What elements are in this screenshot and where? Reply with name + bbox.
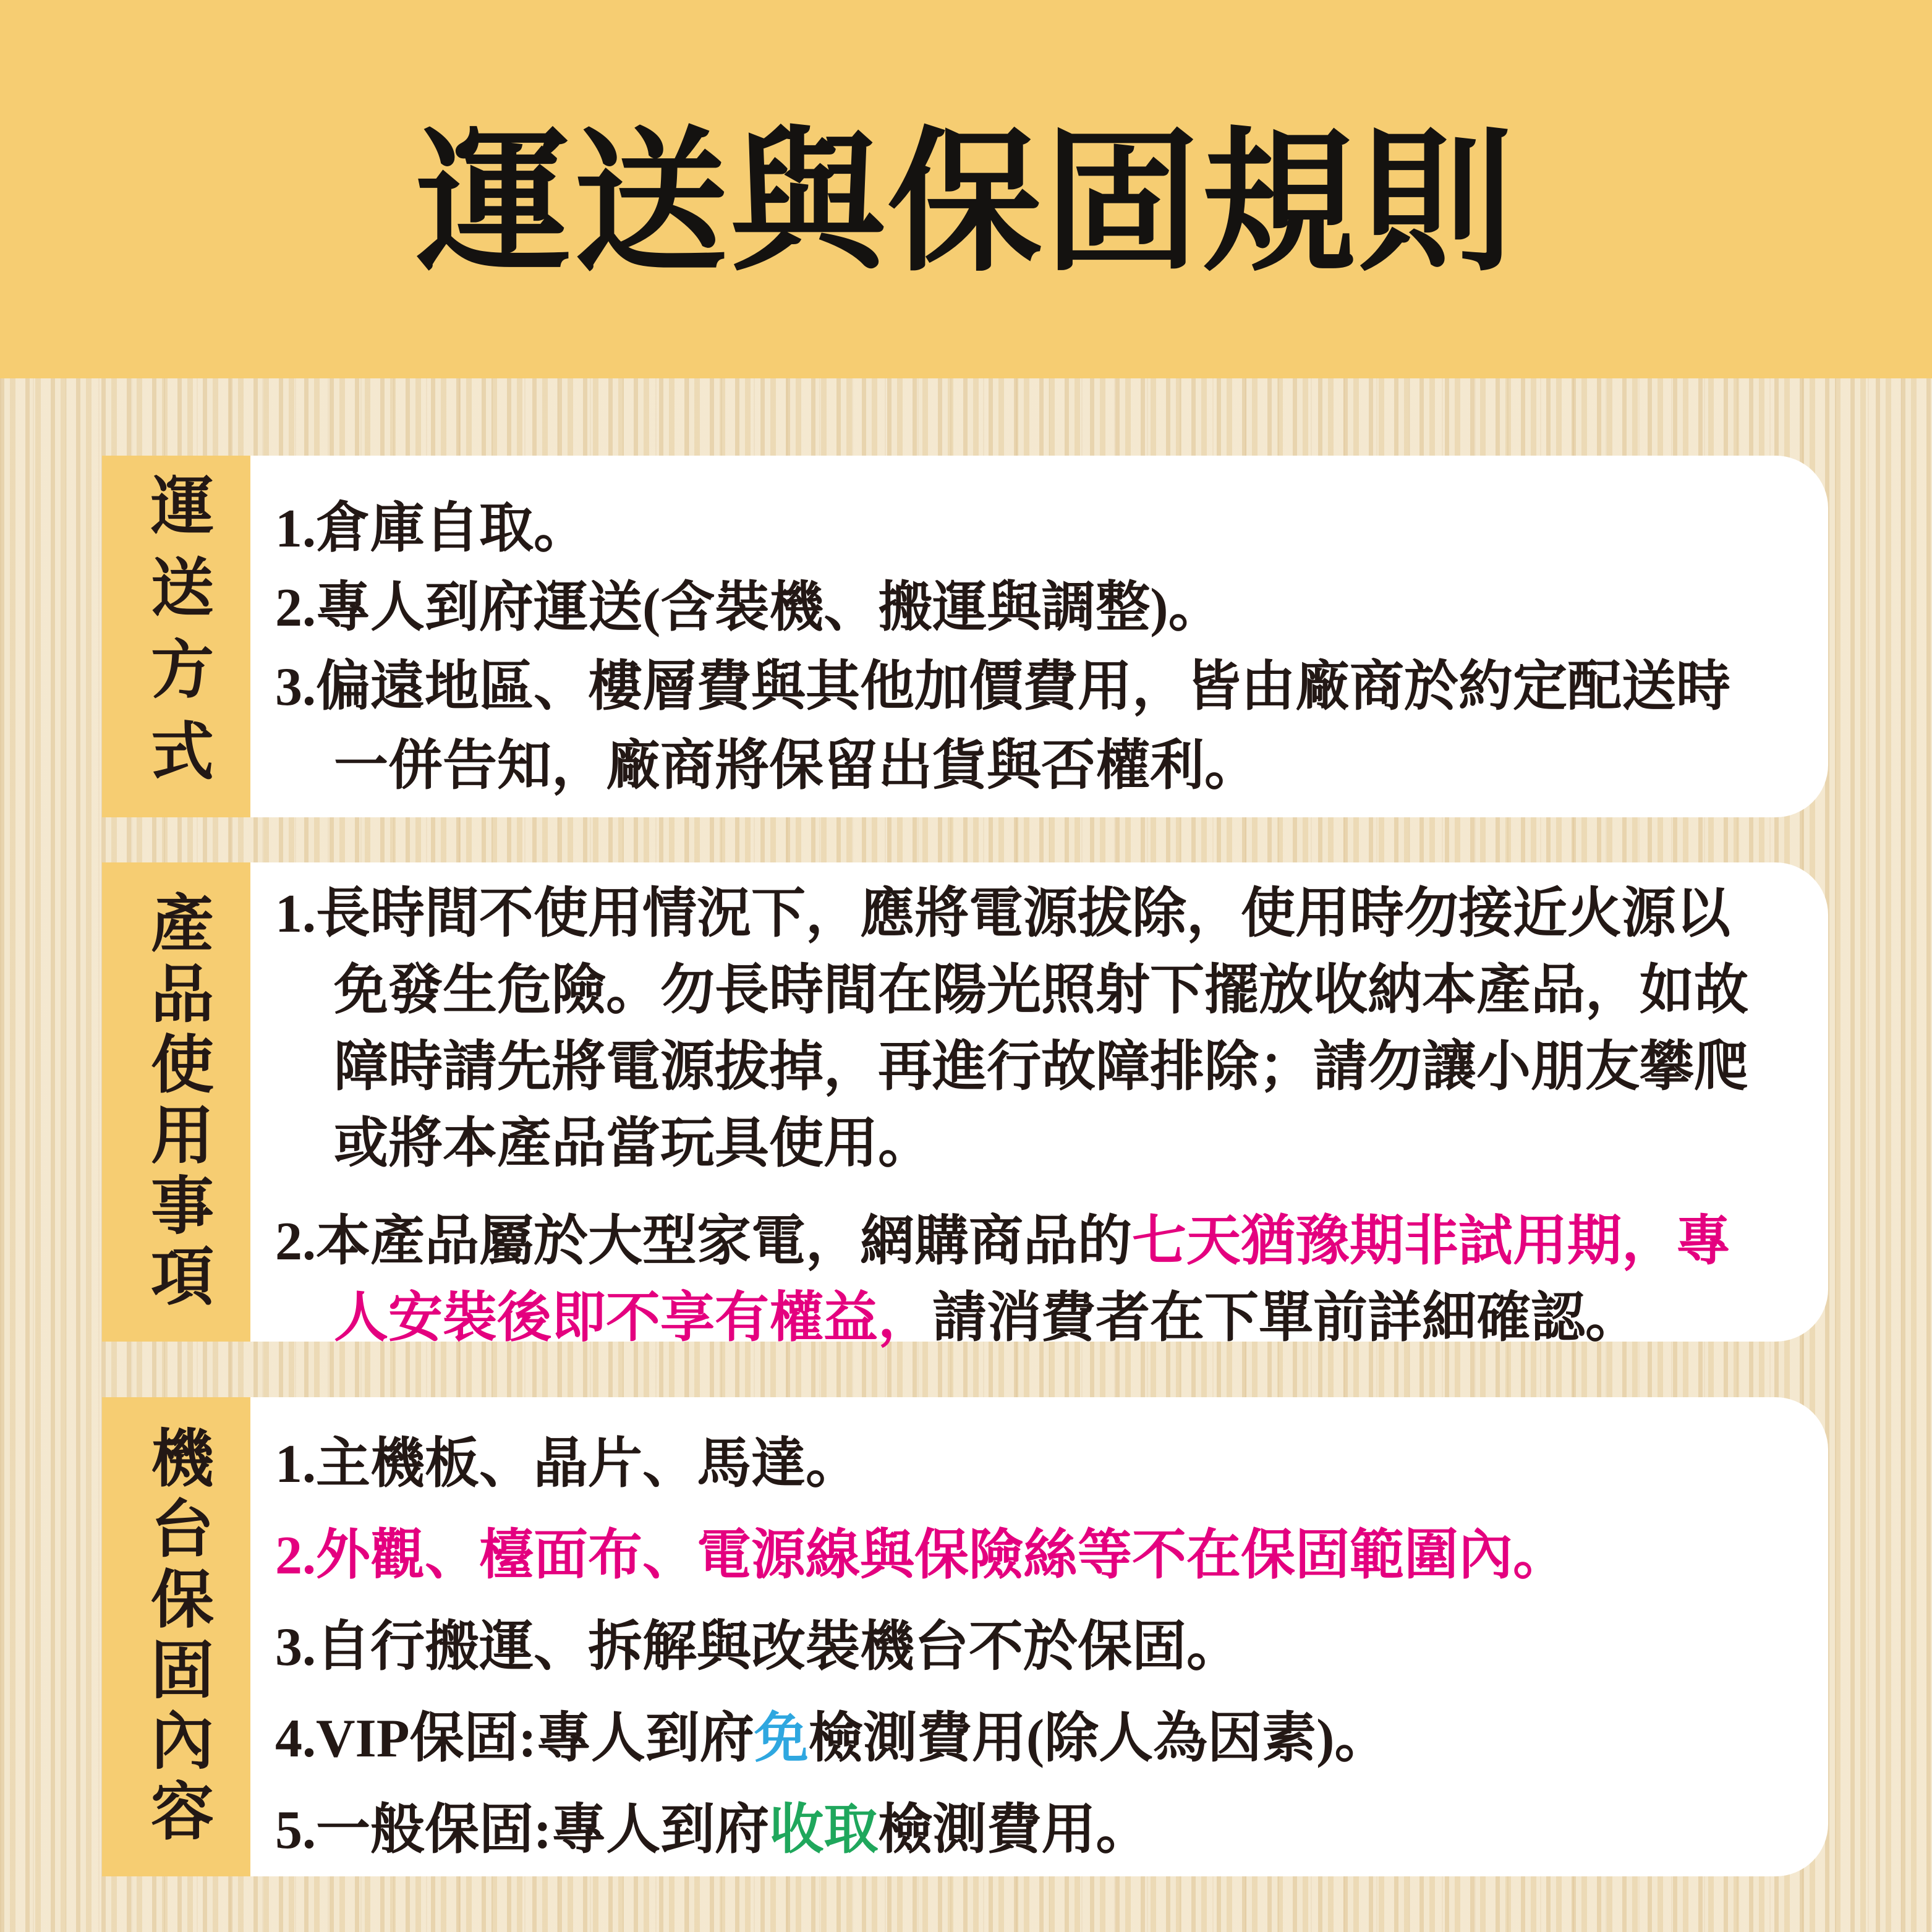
text-segment: 5.一般保固:專人到府 (275, 1800, 770, 1860)
text-segment: 3.自行搬運、拆解與改裝機台不於保固。 (275, 1617, 1241, 1677)
section-body-shipping-method (250, 456, 1828, 817)
section-body-warranty-coverage (250, 1397, 1828, 1876)
page-title: 運送與保固規則 (416, 119, 1516, 290)
text-segment: 或將本產品當玩具使用。 (334, 1114, 933, 1174)
text-line (275, 1515, 1816, 1598)
text-line (275, 1106, 1816, 1183)
text-segment-pink: 2.外觀、檯面布、電源線與保險絲等不在保固範圍內。 (275, 1526, 1568, 1586)
text-segment: 2.本產品屬於大型家電，網購商品的 (275, 1212, 1133, 1272)
text-segment: 4.VIP保固:專人到府 (275, 1709, 754, 1769)
text-line (275, 1280, 1816, 1357)
text-segment: 免發生危險。勿長時間在陽光照射下擺放收納本產品，如故 (334, 961, 1749, 1021)
text-segment-pink: 七天猶豫期非試用期，專 (1132, 1212, 1731, 1272)
text-segment: 1.長時間不使用情況下，應將電源拔除，使用時勿接近火源以 (275, 884, 1731, 944)
text-segment-green: 收取 (769, 1800, 879, 1860)
text-segment: 檢測費用。 (878, 1800, 1151, 1860)
text-segment-pink: 人安裝後即不享有權益， (334, 1288, 933, 1348)
text-line (275, 727, 1816, 806)
text-segment-blue: 免 (754, 1709, 809, 1769)
text-segment: 請消費者在下單前詳細確認。 (932, 1288, 1640, 1348)
section-label-text: 機台保固內容 (142, 1424, 211, 1849)
text-line (275, 569, 1816, 648)
text-line (275, 490, 1816, 569)
section-shipping-method (102, 456, 1828, 817)
text-line (275, 1423, 1816, 1506)
text-segment: 1.主機板、晶片、馬達。 (275, 1434, 861, 1494)
text-line (275, 1204, 1816, 1280)
text-line (275, 648, 1816, 727)
section-label-warranty-coverage (102, 1397, 250, 1876)
text-line (275, 1606, 1816, 1689)
text-segment: 檢測費用(除人為因素)。 (808, 1709, 1389, 1769)
header-banner (0, 0, 1932, 378)
section-warranty-coverage (102, 1397, 1828, 1876)
text-line (275, 953, 1816, 1029)
section-body-product-usage (250, 862, 1828, 1348)
text-segment: 3.偏遠地區、樓層費與其他加價費用，皆由廠商於約定配送時 (275, 657, 1731, 717)
text-segment: 2.專人到府運送(含裝機、搬運與調整)。 (275, 578, 1223, 638)
text-line (275, 876, 1816, 953)
text-segment: 障時請先將電源拔掉，再進行故障排除；請勿讓小朋友攀爬 (334, 1037, 1749, 1097)
section-label-text: 產品使用事項 (142, 890, 211, 1314)
section-label-shipping-method (102, 456, 250, 817)
section-product-usage (102, 862, 1828, 1348)
text-line (275, 1698, 1816, 1781)
text-line (275, 1029, 1816, 1106)
section-label-product-usage (102, 862, 250, 1342)
text-segment: 1.倉庫自取。 (275, 499, 589, 559)
section-label-text: 運送方式 (142, 472, 211, 801)
text-line (275, 1789, 1816, 1872)
text-segment: 一併告知，廠商將保留出貨與否權利。 (334, 736, 1259, 796)
